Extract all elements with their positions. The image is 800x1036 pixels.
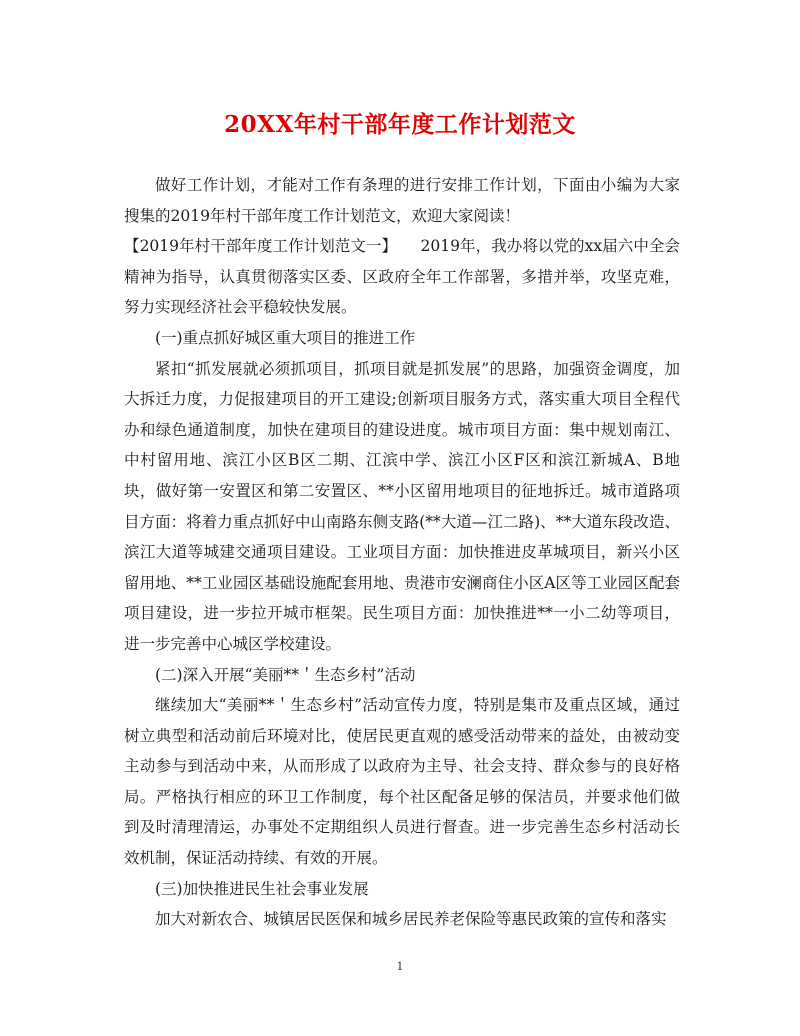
section-body-1: 紧扣“抓发展就必须抓项目，抓项目就是抓发展”的思路，加强资金调度，加大拆迁力度，力促报建项目的开工建设;创新项目服务方式，落实重大项目全程代办和绿色通道制度，加快在建项目的建设进度。城市项目方面：集中规划南江、中村留用地、滨江小区B区二期、江滨中学、滨江小区F区和滨江新城A、B地块，做好第一安置区和第二安置区、**小区留用地项目的征地拆迁。城市道路项目方面：将着力重点抓好中山南路东侧支路(**大道—江二路)、**大道东段改造、滨江大道等城建交通项目建设。工业项目方面：加快推进皮革城项目，新兴小区留用地、**工业园区基础设施配套用地、贵港市安澜商住小区A区等工业园区配套项目建设，进一步拉开城市框架。民生项目方面：加快推进**一小二幼等项目，进一步完善中心城区学校建设。 bbox=[124, 359, 680, 653]
section-body-2: 继续加大“美丽**＇生态乡村”活动宣传力度，特别是集市及重点区域，通过树立典型和活动前后环境对比，使居民更直观的感受活动带来的益处，由被动变主动参与到活动中来，从而形成了以政府为主导、社会支持、群众参与的良好格局。严格执行相应的环卫工作制度，每个社区配备足够的保洁员，并要求他们做到及时清理清运，办事处不定期组织人员进行督查。进一步完善生态乡村活动长效机制，保证活动持续、有效的开展。 bbox=[124, 696, 680, 868]
plan-one-paragraph: 【2019年村干部年度工作计划范文一】 2019年，我办将以党的xx届六中全会精神为指导，认真贯彻落实区委、区政府全年工作部署，多措并举，攻坚克难，努力实现经济社会平稳较快发展。 bbox=[124, 237, 680, 317]
section-heading-1: (一)重点抓好城区重大项目的推进工作 bbox=[155, 328, 416, 347]
section-heading-2: (二)深入开展“美丽**＇生态乡村”活动 bbox=[155, 665, 416, 684]
document-title: 20XX年村干部年度工作计划范文 bbox=[224, 111, 576, 138]
document-body bbox=[124, 170, 680, 935]
section-heading-3: (三)加快推进民生社会事业发展 bbox=[155, 879, 369, 898]
section-body-3: 加大对新农合、城镇居民医保和城乡居民养老保险等惠民政策的宣传和落实 bbox=[155, 910, 667, 929]
intro-paragraph: 做好工作计划，才能对工作有条理的进行安排工作计划，下面由小编为大家搜集的2019年村干部年度工作计划范文，欢迎大家阅读！ bbox=[124, 176, 680, 225]
page-number: 1 bbox=[396, 960, 404, 973]
